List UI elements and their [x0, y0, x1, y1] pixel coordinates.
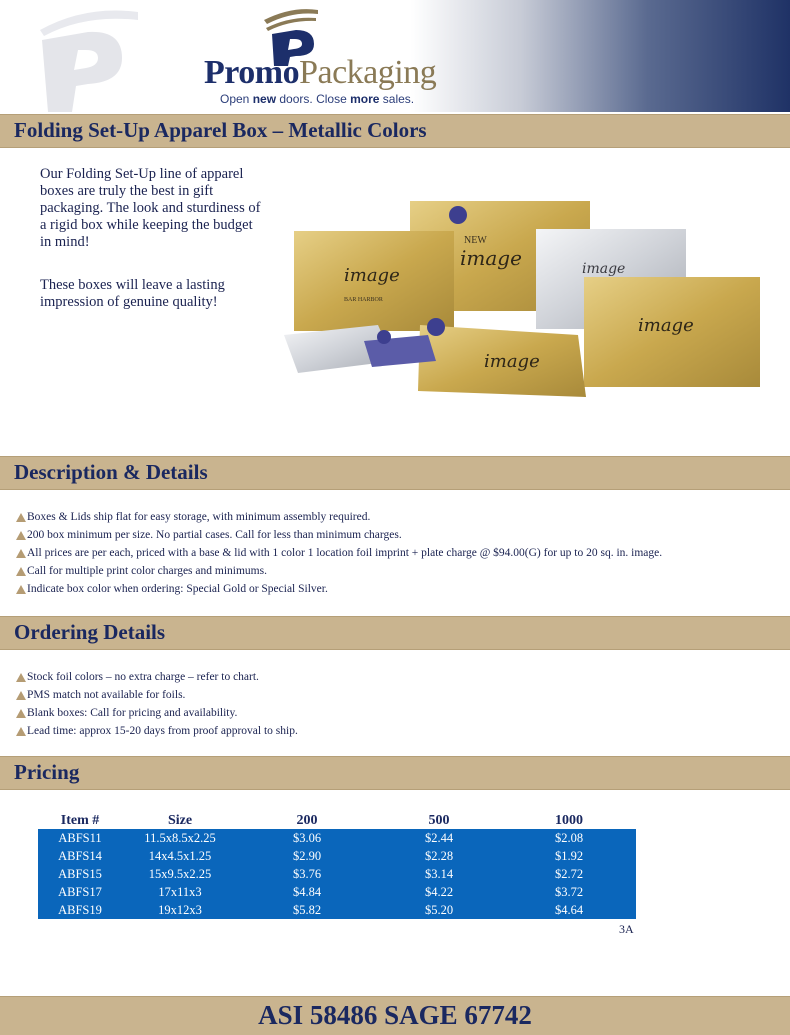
- column-header: Item #: [60, 812, 100, 828]
- list-item-text: Stock foil colors – no extra charge – refer to chart.: [27, 671, 259, 683]
- tagline-text: Open: [220, 92, 253, 106]
- box-brand-script: image: [484, 351, 540, 372]
- list-item: [16, 686, 298, 704]
- column-header: 500: [428, 812, 450, 828]
- table-cell: ABFS11: [38, 829, 122, 847]
- list-item-text: All prices are per each, priced with a base & lid with 1 color 1 location foil imprint + plate charge @ $94.00(G) for up to 20 sq. in. image.: [27, 547, 663, 559]
- list-item: [16, 704, 298, 722]
- column-header: 200: [296, 812, 318, 828]
- product-title: Folding Set-Up Apparel Box – Metallic Colors: [14, 118, 427, 142]
- list-item: [16, 722, 298, 740]
- list-item-text: Lead time: approx 15-20 days from proof approval to ship.: [27, 725, 298, 737]
- bullet-triangle-icon: [16, 727, 26, 736]
- list-item-text: PMS match not available for foils.: [27, 689, 186, 701]
- intro-paragraph: These boxes will leave a lasting impression of genuine quality!: [40, 277, 225, 310]
- list-item: [16, 668, 298, 686]
- table-header-row: [38, 812, 636, 829]
- table-row: [38, 901, 636, 919]
- table-cell: ABFS15: [38, 865, 122, 883]
- table-cell: ABFS17: [38, 883, 122, 901]
- list-item-text: Indicate box color when ordering: Special Gold or Special Silver.: [27, 583, 328, 595]
- list-item: [16, 508, 662, 526]
- box-brand-sub: BAR HARBOR: [344, 297, 383, 303]
- table-cell: $4.84: [238, 883, 376, 901]
- bullet-triangle-icon: [16, 691, 26, 700]
- pricing-title: Pricing: [14, 760, 80, 784]
- intro-text: [40, 166, 262, 311]
- table-cell: $4.22: [376, 883, 502, 901]
- box-brand-script: image: [344, 265, 400, 286]
- product-title-bar: [0, 114, 790, 148]
- tagline-text: doors. Close: [276, 92, 351, 106]
- bullet-triangle-icon: [16, 549, 26, 558]
- table-cell: $2.08: [502, 829, 636, 847]
- tagline-emphasis: more: [350, 92, 380, 106]
- table-cell: $2.44: [376, 829, 502, 847]
- brand-part-packaging: Packaging: [299, 54, 437, 91]
- pricing-table: [38, 812, 636, 919]
- list-item: [16, 562, 662, 580]
- brand-part-promo: Promo: [204, 54, 300, 91]
- table-cell: 14x4.5x1.25: [122, 847, 238, 865]
- table-cell: $3.06: [238, 829, 376, 847]
- tagline: [220, 92, 414, 106]
- table-cell: $2.72: [502, 865, 636, 883]
- table-cell: $2.28: [376, 847, 502, 865]
- product-photo: [268, 185, 766, 417]
- footer-text: ASI 58486 SAGE 67742: [258, 1000, 532, 1030]
- table-row: [38, 847, 636, 865]
- ordering-list: [16, 668, 298, 740]
- bullet-triangle-icon: [16, 585, 26, 594]
- tagline-emphasis: new: [252, 92, 277, 106]
- pricing-bar: [0, 756, 790, 790]
- list-item-text: Blank boxes: Call for pricing and availability.: [27, 707, 238, 719]
- list-item-text: Boxes & Lids ship flat for easy storage, with minimum assembly required.: [27, 511, 371, 523]
- bullet-triangle-icon: [16, 673, 26, 682]
- table-cell: 19x12x3: [122, 901, 238, 919]
- list-item-text: 200 box minimum per size. No partial cases. Call for less than minimum charges.: [27, 529, 402, 541]
- table-row: [38, 883, 636, 901]
- page-number: 3A: [619, 922, 634, 936]
- column-header: Size: [167, 812, 193, 828]
- table-cell: $2.90: [238, 847, 376, 865]
- table-row: [38, 829, 636, 847]
- bullet-triangle-icon: [16, 567, 26, 576]
- table-cell: 15x9.5x2.25: [122, 865, 238, 883]
- brand-name: [204, 54, 436, 92]
- ordering-title: Ordering Details: [14, 620, 166, 644]
- box-brand-script: image: [638, 315, 694, 336]
- table-row: [38, 865, 636, 883]
- list-item: [16, 526, 662, 544]
- bullet-triangle-icon: [16, 709, 26, 718]
- list-item: [16, 544, 662, 562]
- table-cell: $3.14: [376, 865, 502, 883]
- description-bar: [0, 456, 790, 490]
- ordering-bar: [0, 616, 790, 650]
- list-item-text: Call for multiple print color charges and minimums.: [27, 565, 267, 577]
- box-brand-script: image: [582, 261, 626, 277]
- watermark-logo-icon: [30, 0, 140, 112]
- table-cell: $5.82: [238, 901, 376, 919]
- intro-paragraph: Our Folding Set-Up line of apparel boxes are truly the best in gift packaging. The look and sturdiness of a rigid box while keeping the budget in mind!: [40, 166, 261, 250]
- table-cell: 17x11x3: [122, 883, 238, 901]
- tagline-text: sales.: [379, 92, 415, 106]
- table-cell: $1.92: [502, 847, 636, 865]
- column-header: 1000: [555, 812, 583, 828]
- table-cell: $4.64: [502, 901, 636, 919]
- box-brand-script: image: [460, 246, 522, 270]
- table-cell: ABFS19: [38, 901, 122, 919]
- list-item: [16, 580, 662, 598]
- table-cell: $3.76: [238, 865, 376, 883]
- description-list: [16, 508, 662, 598]
- table-cell: 11.5x8.5x2.25: [122, 829, 238, 847]
- table-cell: $3.72: [502, 883, 636, 901]
- description-title: Description & Details: [14, 460, 208, 484]
- table-cell: ABFS14: [38, 847, 122, 865]
- bullet-triangle-icon: [16, 513, 26, 522]
- footer-bar: [0, 996, 790, 1035]
- bullet-triangle-icon: [16, 531, 26, 540]
- box-brand-top: NEW: [464, 235, 487, 246]
- page-header: [0, 0, 790, 112]
- table-cell: $5.20: [376, 901, 502, 919]
